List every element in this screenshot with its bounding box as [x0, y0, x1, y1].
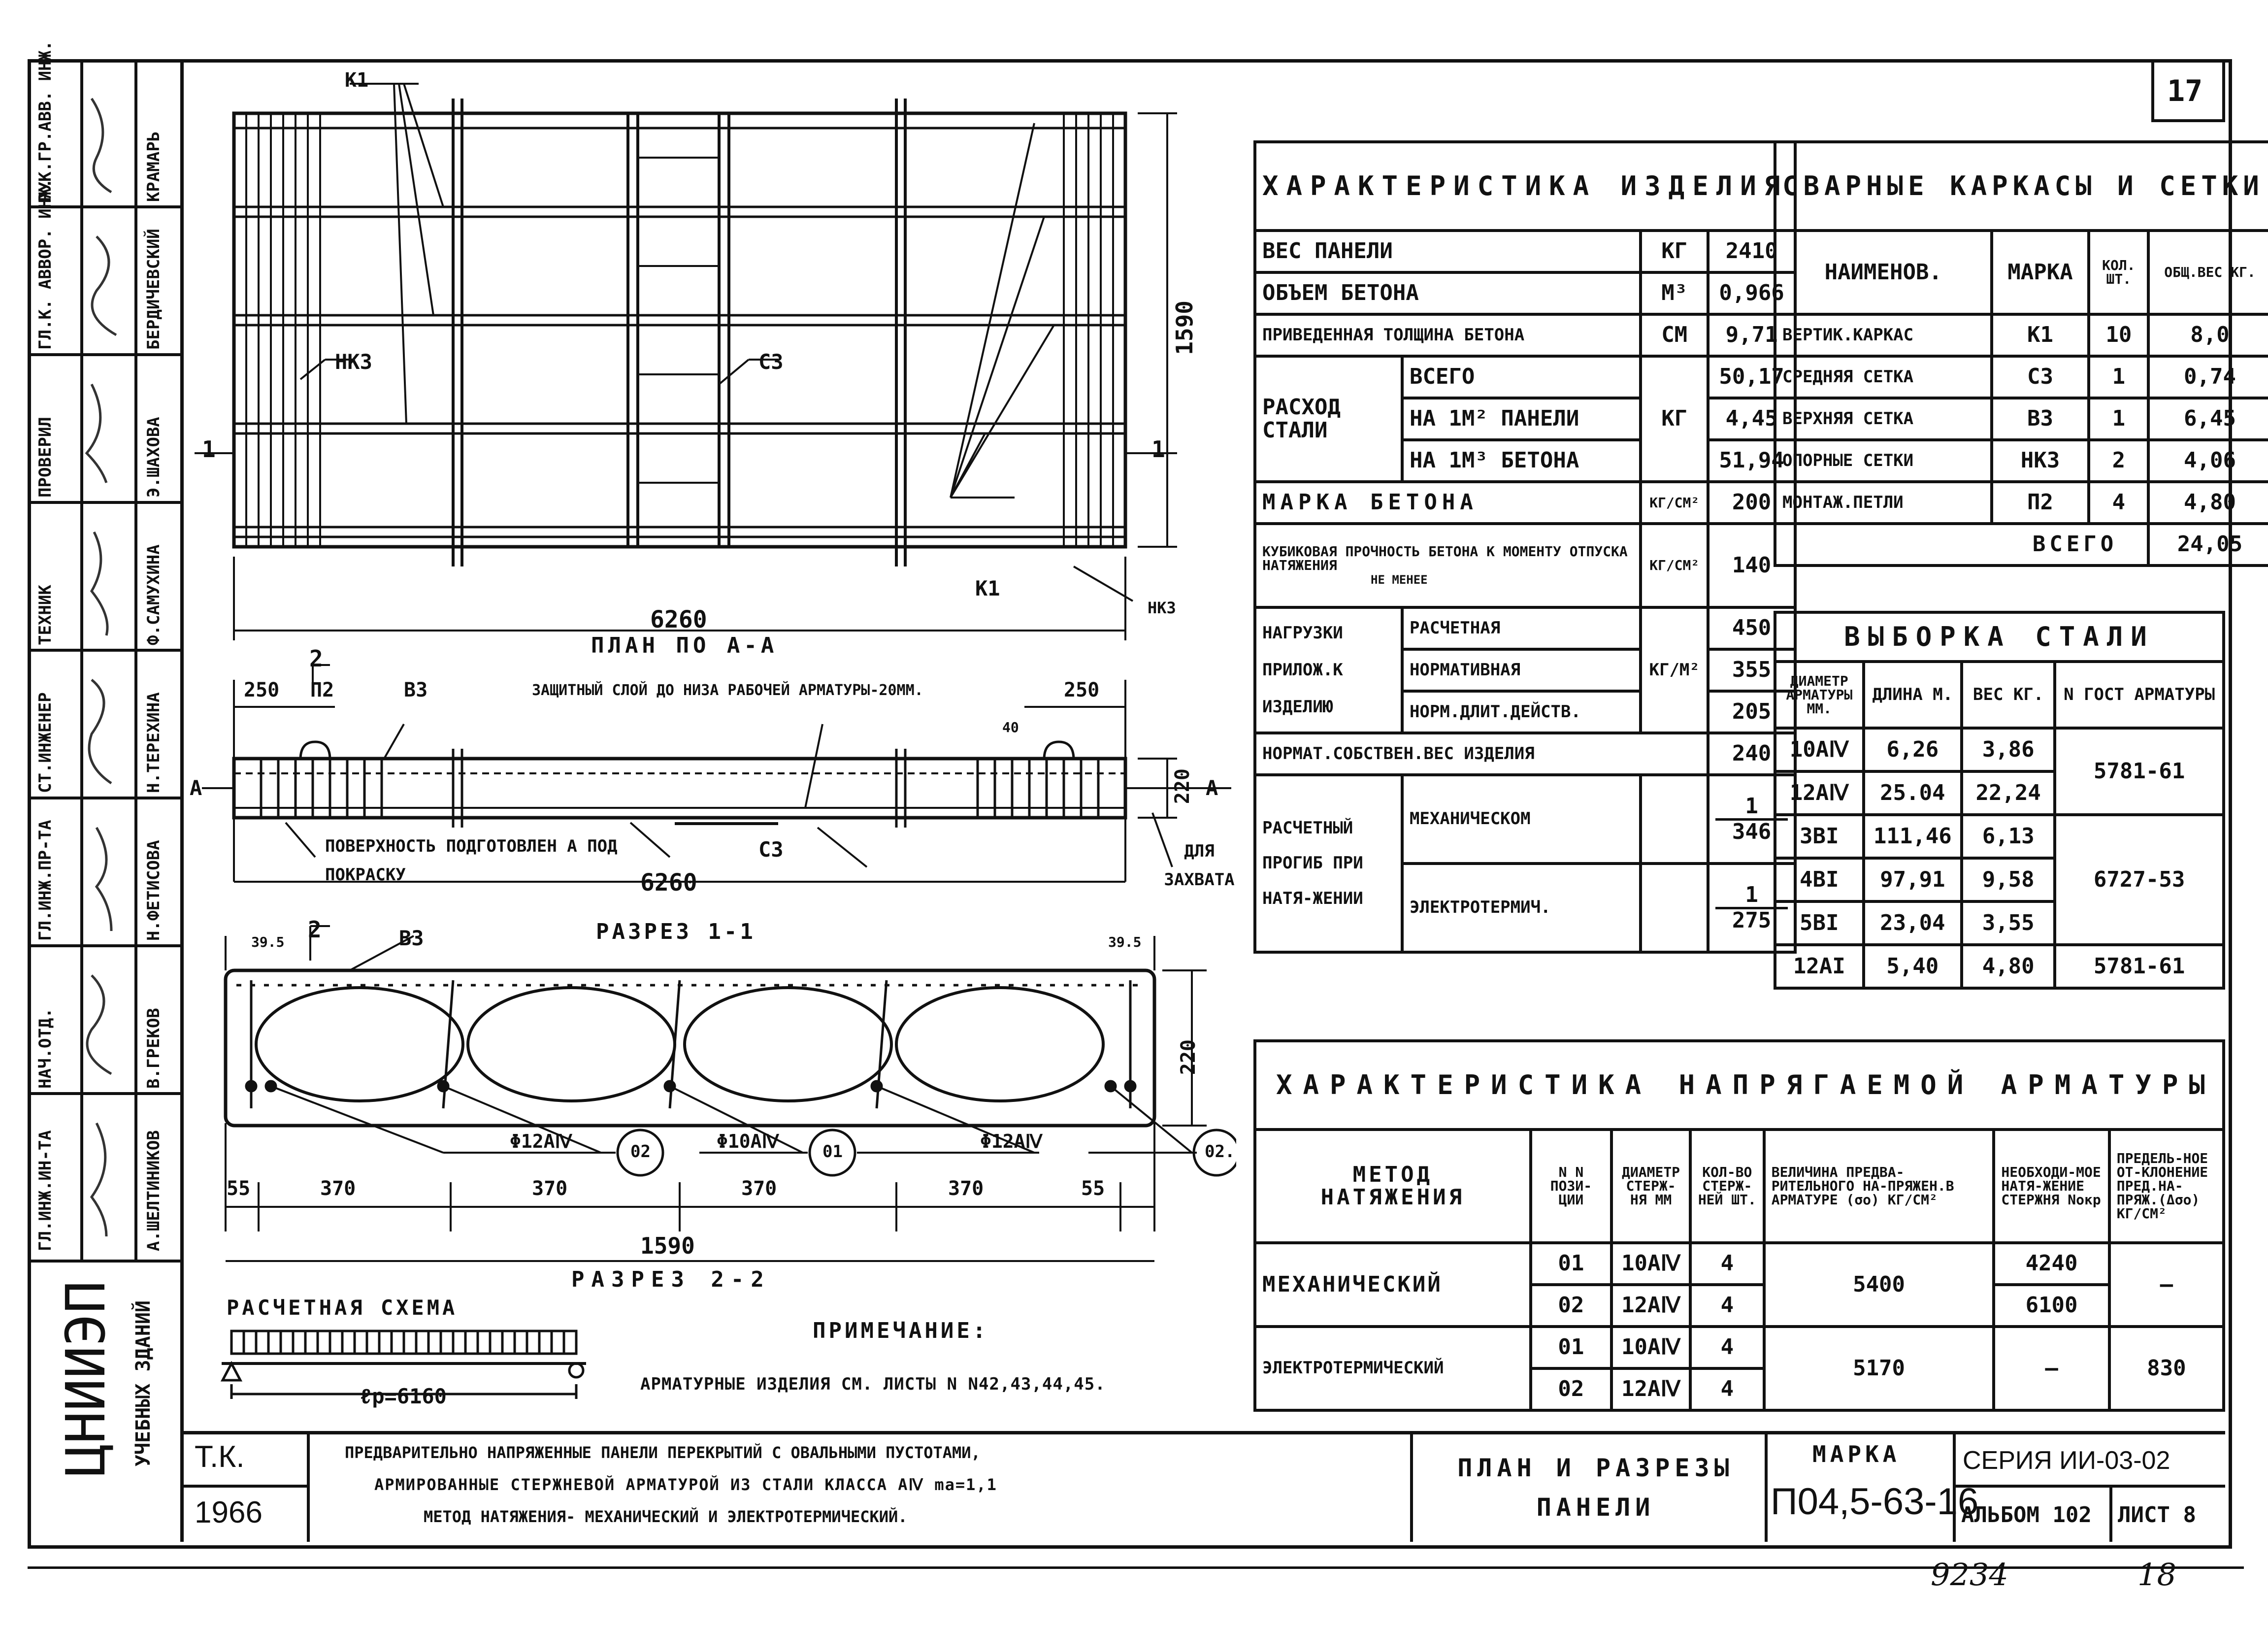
frames-row-2-weight: 0,74: [2148, 356, 2268, 398]
char-loads-value-1: 450: [1708, 607, 1795, 649]
section-2-2-drawing: [187, 916, 1236, 1276]
plan-mark-nk3: НК3: [335, 350, 372, 374]
prestress-row-2-qty-2: 4: [1690, 1368, 1764, 1410]
stamp-org-sub: УЧЕБНЫХ ЗДАНИЙ: [132, 1300, 155, 1467]
frames-row-3-name: ВЕРХНЯЯ СЕТКА: [1775, 398, 1992, 440]
char-loads-sub-2: НОРМАТИВНАЯ: [1402, 649, 1641, 691]
prestress-row-2-pos-1: 01: [1531, 1327, 1611, 1368]
char-steel-sub-3: НА 1М³ БЕТОНА: [1402, 440, 1641, 482]
note-title: ПРИМЕЧАНИЕ:: [813, 1318, 989, 1343]
frames-row-2-qty: 1: [2089, 356, 2148, 398]
stamp-name-7: В.ГРЕКОВ: [144, 1008, 164, 1089]
plan-cut-left: 1: [202, 436, 216, 463]
s22-bar-3-label: Φ12АⅣ: [980, 1130, 1043, 1152]
s11-dim-40: 40: [1002, 719, 1019, 735]
char-deflection-num-2: 1: [1715, 884, 1788, 909]
prestress-row-2-method: ЭЛЕКТРОТЕРМИЧЕСКИЙ: [1255, 1327, 1531, 1410]
prestress-row-2-limit: 830: [2109, 1327, 2224, 1410]
frames-row-1-qty: 10: [2089, 314, 2148, 356]
tb-desc-line-2: АРМИРОВАННЫЕ СТЕРЖНЕВОЙ АРМАТУРОЙ ИЗ СТАЛИ КЛАССА АⅣ mа=1,1: [374, 1475, 997, 1494]
char-own-label: НОРМАТ.СОБСТВЕН.ВЕС ИЗДЕЛИЯ: [1255, 733, 1708, 775]
char-volume-unit: М³: [1641, 272, 1708, 314]
prestress-row-2-qty-1: 4: [1690, 1327, 1764, 1368]
frames-header-name: НАИМЕНОВ.: [1775, 231, 1992, 314]
s22-cut2: 2: [308, 916, 322, 943]
char-thickness-label: ПРИВЕДЕННАЯ ТОЛЩИНА БЕТОНА: [1255, 314, 1641, 356]
s22-height-dim: 220: [1177, 1039, 1200, 1075]
frames-total-value: 24,05: [2148, 524, 2268, 565]
s11-mark-s3: С3: [758, 837, 784, 862]
stamp-role-8: ГЛ.ИНЖ.ИН-ТА: [35, 1130, 55, 1251]
frames-header-qty: КОЛ. ШТ.: [2089, 231, 2148, 314]
char-strength-cell: [1255, 524, 1641, 607]
stamp-role-1: РУК.ГР.АВВ. ИНЖ.: [35, 40, 55, 202]
steel-sel-row-4-length: 97,91: [1864, 858, 1962, 901]
s11-mark-v3: В3: [404, 679, 428, 701]
steel-sel-gost-3: 5781-61: [2055, 945, 2224, 988]
s22-dim-1: 55: [227, 1177, 251, 1200]
char-weight-value: 2410: [1708, 231, 1795, 272]
steel-selection-table: [1774, 611, 2225, 990]
char-deflection-label: РАСЧЕТНЫЙ ПРОГИБ ПРИ НАТЯ-ЖЕНИИ: [1255, 775, 1402, 952]
tb-desc-line-1: ПРЕДВАРИТЕЛЬНО НАПРЯЖЕННЫЕ ПАНЕЛИ ПЕРЕКРЫТИЙ С ОВАЛЬНЫМИ ПУСТОТАМИ,: [345, 1443, 981, 1462]
prestress-row-1-qty-1: 4: [1690, 1243, 1764, 1285]
stamp-role-2: ГЛ.К. АВВОР. ИНЖ.: [35, 178, 55, 350]
char-title: ХАРАКТЕРИСТИКА ИЗДЕЛИЯ: [1255, 142, 1795, 231]
frames-title: СВАРНЫЕ КАРКАСЫ И СЕТКИ: [1775, 142, 2268, 231]
steel-sel-header-gost: N ГОСТ АРМАТУРЫ: [2055, 662, 2224, 728]
s11-note-surface: ПОВЕРХНОСТЬ ПОДГОТОВЛЕН А ПОД ПОКРАСКУ: [325, 836, 618, 885]
prestress-table: [1253, 1039, 2225, 1412]
stamp-role-3: ПРОВЕРИЛ: [35, 417, 55, 498]
s22-bar-1-pos: 02: [630, 1142, 651, 1162]
s22-bar-2-pos: 01: [822, 1142, 843, 1162]
s11-dim-250-left: 250: [244, 679, 280, 701]
char-volume-value: 0,966: [1708, 272, 1795, 314]
s22-dim-3: 370: [532, 1177, 568, 1200]
s11-label: РАЗРЕЗ 1-1: [596, 919, 756, 944]
plan-mark-nk3-right: НК3: [1148, 598, 1176, 617]
prestress-row-2-diam-2: 12АⅣ: [1611, 1368, 1690, 1410]
frames-row-2-name: СРЕДНЯЯ СЕТКА: [1775, 356, 1992, 398]
stamp-name-6: Н.ФЕТИСОВА: [144, 840, 164, 941]
frames-header-weight: ОБЩ.ВЕС КГ.: [2148, 231, 2268, 314]
s22-label: РАЗРЕЗ 2-2: [571, 1267, 771, 1292]
s22-mark-v3: В3: [399, 926, 424, 950]
plan-mark-s3: С3: [758, 350, 784, 374]
char-strength-value: 140: [1708, 524, 1795, 607]
prestress-title: ХАРАКТЕРИСТИКА НАПРЯГАЕМОЙ АРМАТУРЫ: [1255, 1041, 2224, 1130]
char-own-value: 240: [1708, 733, 1795, 775]
char-steel-label: РАСХОД СТАЛИ: [1255, 356, 1402, 482]
stamp-name-3: Э.ШАХОВА: [144, 417, 164, 498]
char-deflection-den-1: 346: [1732, 819, 1772, 844]
prestress-row-2-pos-2: 02: [1531, 1368, 1611, 1410]
char-grade-unit: КГ/СМ²: [1641, 482, 1708, 524]
prestress-row-1-pos-2: 02: [1531, 1285, 1611, 1327]
prestress-header-pos: N N ПОЗИ-ЦИИ: [1531, 1130, 1611, 1243]
steel-sel-row-1-weight: 3,86: [1962, 728, 2055, 771]
steel-sel-row-1-length: 6,26: [1864, 728, 1962, 771]
stamp-name-4: Ф.САМУХИНА: [144, 544, 164, 645]
plan-length-dim: 6260: [650, 606, 707, 633]
steel-sel-row-2-diam: 12АⅣ: [1775, 771, 1864, 815]
char-deflection-sub-2: ЭЛЕКТРОТЕРМИЧ.: [1402, 864, 1641, 952]
char-steel-value-2: 4,45: [1708, 398, 1795, 440]
prestress-row-1-qty-2: 4: [1690, 1285, 1764, 1327]
s22-dim-395-right: 39.5: [1108, 934, 1142, 950]
steel-sel-row-2-weight: 22,24: [1962, 771, 2055, 815]
frames-row-4-weight: 4,06: [2148, 440, 2268, 482]
frames-row-4-name: ОПОРНЫЕ СЕТКИ: [1775, 440, 1992, 482]
steel-sel-row-2-length: 25.04: [1864, 771, 1962, 815]
sheet-number: 17: [2167, 74, 2203, 108]
prestress-header-limit: ПРЕДЕЛЬ-НОЕ ОТ-КЛОНЕНИЕ ПРЕД.НА-ПРЯЖ.(Δσо) КГ/СМ²: [2109, 1130, 2224, 1243]
frames-row-1-weight: 8,0: [2148, 314, 2268, 356]
frames-total-label: ВСЕГО: [1775, 524, 2148, 565]
prestress-row-1-diam-2: 12АⅣ: [1611, 1285, 1690, 1327]
char-strength-unit: КГ/СМ²: [1641, 524, 1708, 607]
prestress-row-1-diam-1: 10АⅣ: [1611, 1243, 1690, 1285]
prestress-row-1-pos-1: 01: [1531, 1243, 1611, 1285]
frames-row-5-mark: П2: [1992, 482, 2089, 524]
prestress-row-1-need-1: 4240: [1994, 1243, 2109, 1285]
welded-frames-table: [1774, 140, 2268, 567]
steel-sel-gost-1: 5781-61: [2055, 728, 2224, 815]
frames-header-mark: МАРКА: [1992, 231, 2089, 314]
stamp-role-5: СТ.ИНЖЕНЕР: [35, 692, 55, 793]
tb-sheet: ЛИСТ 8: [2118, 1502, 2196, 1528]
tb-tk: Т.К.: [195, 1440, 245, 1474]
footer-page: 18: [2137, 1557, 2176, 1593]
frames-row-1-mark: К1: [1992, 314, 2089, 356]
stamp-name-2: БЕРДИЧЕВСКИЙ: [144, 229, 164, 350]
s22-total-dim: 1590: [640, 1232, 695, 1259]
steel-sel-gost-2: 6727-53: [2055, 815, 2224, 945]
s22-dim-5: 370: [948, 1177, 984, 1200]
char-deflection-empty-1: [1641, 775, 1708, 864]
prestress-row-2-diam-1: 10АⅣ: [1611, 1327, 1690, 1368]
steel-sel-row-4-diam: 4ВI: [1775, 858, 1864, 901]
stamp-name-8: А.ШЕЛТИНИКОВ: [144, 1130, 164, 1251]
s11-cut-a-left: А: [190, 776, 202, 800]
char-volume-label: ОБЪЕМ БЕТОНА: [1255, 272, 1641, 314]
stamp-name-1: КРАМАРЬ: [144, 131, 164, 202]
tb-album: АЛЬБОМ 102: [1961, 1502, 2092, 1528]
prestress-row-1-need-2: 6100: [1994, 1285, 2109, 1327]
char-weight-unit: КГ: [1641, 231, 1708, 272]
steel-sel-header-diam: ДИАМЕТР АРМАТУРЫ ММ.: [1775, 662, 1864, 728]
steel-sel-row-3-diam: 3ВI: [1775, 815, 1864, 858]
s11-length-dim: 6260: [640, 869, 697, 897]
bottom-edge-line: [28, 1566, 2244, 1569]
char-steel-sub-2: НА 1М² ПАНЕЛИ: [1402, 398, 1641, 440]
stamp-role-7: НАЧ.ОТД.: [35, 1008, 55, 1089]
scheme-span: ℓр=6160: [360, 1384, 447, 1408]
tb-name: ПЛАН И РАЗРЕЗЫ ПАНЕЛИ: [1457, 1454, 1734, 1522]
s22-dim-6: 55: [1081, 1177, 1105, 1200]
prestress-row-1-method: МЕХАНИЧЕСКИЙ: [1255, 1243, 1531, 1327]
s22-dim-395-left: 39.5: [251, 934, 285, 950]
char-steel-unit: КГ: [1641, 356, 1708, 482]
char-grade-label: МАРКА БЕТОНА: [1255, 482, 1641, 524]
s11-height-dim: 220: [1171, 768, 1194, 804]
prestress-header-need: НЕОБХОДИ-МОЕ НАТЯ-ЖЕНИЕ СТЕРЖНЯ Nокр: [1994, 1130, 2109, 1243]
char-strength-sub: НЕ МЕНЕЕ: [1371, 573, 1428, 587]
prestress-row-2-need: —: [1994, 1327, 2109, 1410]
stamp-org: ЦНИИЭП: [54, 1281, 117, 1477]
char-thickness-unit: СМ: [1641, 314, 1708, 356]
plan-mark-k1-bottom: К1: [975, 576, 1000, 600]
plan-label: ПЛАН ПО А-А: [591, 633, 778, 658]
steel-sel-row-5-weight: 3,55: [1962, 901, 2055, 945]
plan-mark-k1-top: К1: [345, 69, 369, 92]
steel-sel-row-6-diam: 12АI: [1775, 945, 1864, 988]
s11-cut-a-right: А: [1206, 776, 1218, 800]
char-weight-label: ВЕС ПАНЕЛИ: [1255, 231, 1641, 272]
char-deflection-empty-2: [1641, 864, 1708, 952]
char-loads-sub-1: РАСЧЕТНАЯ: [1402, 607, 1641, 649]
steel-sel-row-4-weight: 9,58: [1962, 858, 2055, 901]
steel-sel-row-3-weight: 6,13: [1962, 815, 2055, 858]
s22-dim-4: 370: [741, 1177, 777, 1200]
stamp-role-4: ТЕХНИК: [35, 585, 55, 645]
frames-row-5-name: МОНТАЖ.ПЕТЛИ: [1775, 482, 1992, 524]
char-strength-label: КУБИКОВАЯ ПРОЧНОСТЬ БЕТОНА К МОМЕНТУ ОТПУСКА НАТЯЖЕНИЯ: [1262, 543, 1628, 573]
note-text: АРМАТУРНЫЕ ИЗДЕЛИЯ СМ. ЛИСТЫ N N42,43,44,45.: [640, 1374, 1106, 1394]
tb-series: СЕРИЯ ИИ-03-02: [1963, 1446, 2170, 1475]
char-loads-sub-3: НОРМ.ДЛИТ.ДЕЙСТВ.: [1402, 691, 1641, 733]
char-loads-value-2: 355: [1708, 649, 1795, 691]
stamp-role-6: ГЛ.ИНЖ.ПР-ТА: [35, 820, 55, 941]
s11-dim-250-right: 250: [1064, 679, 1100, 701]
s22-bar-2-label: Φ10АⅣ: [717, 1130, 779, 1152]
prestress-row-1-sigma: 5400: [1764, 1243, 1994, 1327]
stamp-name-5: Н.ТЕРЕХИНА: [144, 692, 164, 793]
frames-row-3-qty: 1: [2089, 398, 2148, 440]
frames-row-2-mark: С3: [1992, 356, 2089, 398]
frames-row-3-mark: В3: [1992, 398, 2089, 440]
plan-cut-right: 1: [1151, 436, 1165, 463]
char-loads-unit: КГ/М²: [1641, 607, 1708, 733]
char-steel-value-1: 50,17: [1708, 356, 1795, 398]
prestress-header-method: МЕТОД НАТЯЖЕНИЯ: [1255, 1130, 1531, 1243]
char-deflection-sub-1: МЕХАНИЧЕСКОМ: [1402, 775, 1641, 864]
plan-height-dim: 1590: [1171, 300, 1198, 355]
steel-sel-header-length: ДЛИНА М.: [1864, 662, 1962, 728]
char-loads-label: НАГРУЗКИ ПРИЛОЖ.К ИЗДЕЛИЮ: [1255, 607, 1402, 733]
char-steel-value-3: 51,94: [1708, 440, 1795, 482]
footer-code: 9234: [1931, 1557, 2008, 1593]
frames-row-3-weight: 6,45: [2148, 398, 2268, 440]
steel-sel-row-3-length: 111,46: [1864, 815, 1962, 858]
prestress-header-diam: ДИАМЕТР СТЕРЖ-НЯ ММ: [1611, 1130, 1690, 1243]
char-thickness-value: 9,71: [1708, 314, 1795, 356]
frames-row-5-weight: 4,80: [2148, 482, 2268, 524]
frames-row-5-qty: 4: [2089, 482, 2148, 524]
s11-grip: ДЛЯ ЗАХВАТА: [1164, 841, 1235, 890]
steel-sel-header-weight: ВЕС КГ.: [1962, 662, 2055, 728]
steel-sel-row-5-length: 23,04: [1864, 901, 1962, 945]
char-grade-value: 200: [1708, 482, 1795, 524]
frames-row-4-qty: 2: [2089, 440, 2148, 482]
steel-sel-row-6-weight: 4,80: [1962, 945, 2055, 988]
tb-desc-line-3: МЕТОД НАТЯЖЕНИЯ- МЕХАНИЧЕСКИЙ И ЭЛЕКТРОТЕРМИЧЕСКИЙ.: [424, 1507, 908, 1526]
char-deflection-num-1: 1: [1715, 795, 1788, 820]
steel-sel-row-5-diam: 5ВI: [1775, 901, 1864, 945]
prestress-header-sigma: ВЕЛИЧИНА ПРЕДВА-РИТЕЛЬНОГО НА-ПРЯЖЕН.В АРМАТУРЕ (σо) КГ/СМ²: [1764, 1130, 1994, 1243]
steel-sel-row-6-length: 5,40: [1864, 945, 1962, 988]
tb-mark-label: МАРКА: [1812, 1441, 1901, 1467]
prestress-row-1-limit: —: [2109, 1243, 2224, 1327]
s11-mark-p2: П2: [310, 679, 334, 701]
s22-bar-1-label: Φ12АⅣ: [510, 1130, 572, 1152]
char-steel-sub-1: ВСЕГО: [1402, 356, 1641, 398]
steel-sel-title: ВЫБОРКА СТАЛИ: [1775, 612, 2224, 662]
steel-sel-row-1-diam: 10АⅣ: [1775, 728, 1864, 771]
scheme-title: РАСЧЕТНАЯ СХЕМА: [227, 1296, 458, 1320]
product-characteristics-table: [1253, 140, 1797, 954]
frames-row-1-name: ВЕРТИК.КАРКАС: [1775, 314, 1992, 356]
char-deflection-den-2: 275: [1732, 907, 1772, 933]
s22-dim-2: 370: [320, 1177, 356, 1200]
char-loads-value-3: 205: [1708, 691, 1795, 733]
prestress-row-2-sigma: 5170: [1764, 1327, 1994, 1410]
s11-cut2: 2: [309, 645, 323, 672]
tb-mark: П04,5-63-16: [1771, 1481, 1979, 1523]
s11-note-layer: ЗАЩИТНЫЙ СЛОЙ ДО НИЗА РАБОЧЕЙ АРМАТУРЫ-20ММ.: [532, 682, 923, 699]
frames-row-4-mark: НК3: [1992, 440, 2089, 482]
s22-bar-3-pos: 02.: [1205, 1142, 1235, 1162]
prestress-header-qty: КОЛ-ВО СТЕРЖ-НЕЙ ШТ.: [1690, 1130, 1764, 1243]
tb-year: 1966: [195, 1496, 263, 1529]
